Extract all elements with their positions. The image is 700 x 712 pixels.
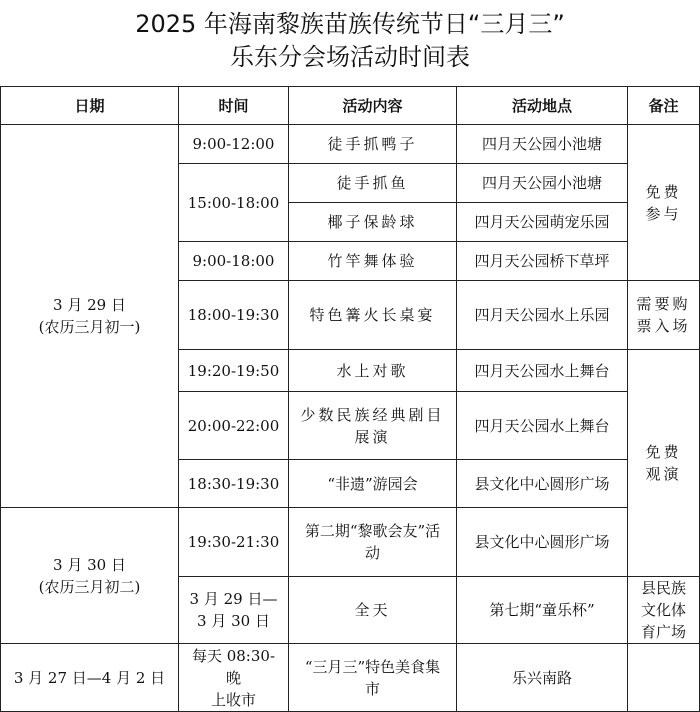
table-row bbox=[1, 125, 700, 164]
content-cell: “非遗”游园会 bbox=[289, 460, 457, 508]
location-cell: 县文化中心圆形广场 bbox=[457, 460, 628, 508]
document-title bbox=[0, 8, 700, 74]
header-row bbox=[1, 87, 700, 125]
title-line-2: 乐东分会场活动时间表 bbox=[230, 43, 470, 71]
title-line-1: 2025 年海南黎族苗族传统节日“三月三” bbox=[135, 10, 565, 38]
content-cell: 徒手抓鱼 bbox=[289, 164, 457, 203]
time-cell: 18:00-19:30 bbox=[179, 281, 289, 350]
location-cell: 县民族文化体育广场 bbox=[628, 577, 700, 644]
lunar-date-label: (农历三月初一) bbox=[38, 318, 141, 336]
time-cell: 18:30-19:30 bbox=[179, 460, 289, 508]
schedule-table bbox=[0, 86, 700, 712]
content-cell: 第七期“童乐杯” bbox=[457, 577, 628, 644]
table-row bbox=[1, 644, 700, 712]
header-content: 活动内容 bbox=[289, 87, 457, 125]
content-cell: 特色篝火长桌宴 bbox=[289, 281, 457, 350]
location-cell: 乐兴南路 bbox=[457, 644, 628, 712]
location-cell: 四月天公园桥下草坪 bbox=[457, 242, 628, 281]
time-cell: 9:00-12:00 bbox=[179, 125, 289, 164]
header-date: 日期 bbox=[1, 87, 179, 125]
date-cell-mar29 bbox=[1, 125, 179, 508]
date-cell-mar29-30: 3 月 29 日—3 月 30 日 bbox=[179, 577, 289, 644]
date-cell-mar27-apr2: 3 月 27 日—4 月 2 日 bbox=[1, 644, 179, 712]
location-cell: 四月天公园小池塘 bbox=[457, 164, 628, 203]
time-cell: 15:00-18:00 bbox=[179, 164, 289, 242]
note-cell-ticket: 需要购 票入场 bbox=[628, 281, 700, 350]
header-note: 备注 bbox=[628, 87, 700, 125]
table-row bbox=[1, 508, 700, 577]
location-cell: 县文化中心圆形广场 bbox=[457, 508, 628, 577]
content-cell: 水上对歌 bbox=[289, 350, 457, 392]
location-cell: 四月天公园小池塘 bbox=[457, 125, 628, 164]
content-cell: 竹竿舞体验 bbox=[289, 242, 457, 281]
note-cell-free-watch: 免费 观演 bbox=[628, 350, 700, 577]
location-cell: 四月天公园水上舞台 bbox=[457, 392, 628, 460]
date-label: 3 月 30 日 bbox=[53, 555, 126, 574]
location-cell: 四月天公园水上乐园 bbox=[457, 281, 628, 350]
date-label: 3 月 29 日 bbox=[53, 296, 126, 314]
time-cell: 20:00-22:00 bbox=[179, 392, 289, 460]
location-cell: 四月天公园水上舞台 bbox=[457, 350, 628, 392]
time-cell: 19:30-21:30 bbox=[179, 508, 289, 577]
note-cell-empty bbox=[628, 644, 700, 712]
time-cell: 全天 bbox=[289, 577, 457, 644]
content-cell: “三月三”特色美食集 市 bbox=[289, 644, 457, 712]
header-time: 时间 bbox=[179, 87, 289, 125]
content-cell: 第二期“黎歌会友”活 动 bbox=[289, 508, 457, 577]
date-cell-mar30 bbox=[1, 508, 179, 644]
content-cell: 少数民族经典剧目 展演 bbox=[289, 392, 457, 460]
note-cell-free-join: 免费 参与 bbox=[628, 125, 700, 281]
content-cell: 徒手抓鸭子 bbox=[289, 125, 457, 164]
lunar-date-label: (农历三月初二) bbox=[38, 577, 141, 596]
time-cell: 19:20-19:50 bbox=[179, 350, 289, 392]
location-cell: 四月天公园萌宠乐园 bbox=[457, 203, 628, 242]
header-location: 活动地点 bbox=[457, 87, 628, 125]
time-cell: 9:00-18:00 bbox=[179, 242, 289, 281]
time-cell: 每天 08:30-晚 上收市 bbox=[179, 644, 289, 712]
content-cell: 椰子保龄球 bbox=[289, 203, 457, 242]
